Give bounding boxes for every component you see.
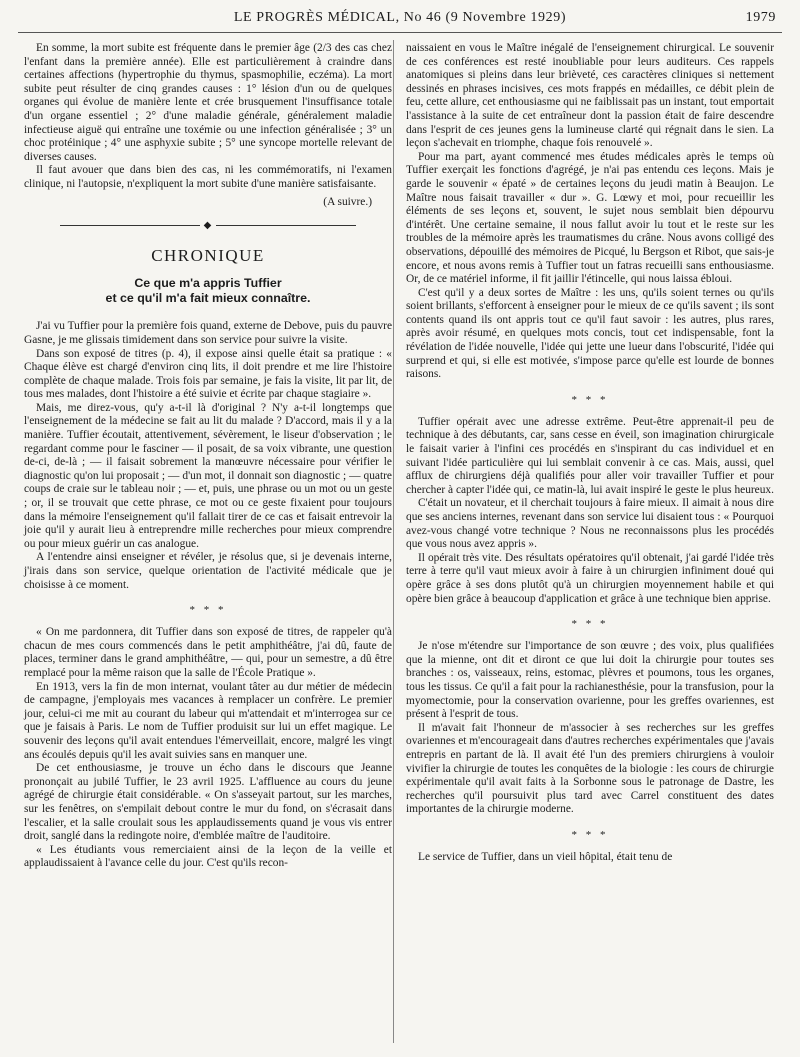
right-column [406, 42, 774, 864]
asterism: * * * [189, 604, 227, 617]
paragraph: De cet enthousiasme, je trouve un écho dans le discours que Jeanne prononçait au jubilé Tuffier, le 23 avril 1925. L'affluence au cours du jeune agrégé de chirurgie était considérable. « On s'asseyait partout, sur les marches, sur les fenêtres, on s'empilait debout contre le mur du fond, on s'écrasait dans l'escalier, et la salle croulait sous les applaudissements quand je vous vis entrer droit, sanglé dans la redingote noire, d'emblée maître de l'auditoire. [24, 762, 392, 843]
asterism: * * * [571, 393, 609, 406]
paragraph: A l'entendre ainsi enseigner et révéler, je résolus que, si je devenais interne, j'irais dans son service, quelque orientation de l'activité médicale que je choisisse à ce moment. [24, 551, 392, 591]
paragraph: C'est qu'il y a deux sortes de Maître : les uns, qu'ils soient ternes ou qu'ils soient brillants, s'efforcent à enseigner pour le mieux de ce qu'ils savent ; ils sont contents quand ils ont appris tout ce qu'il faut savoir : les autres, plus rares, après avoir résumé, en quelques mots concis, tout cet indispensable, font la révélation de l'idée nouvelle, l'idée qui jette une lueur dans l'obscurité, l'idée qui surprend et qui, si elle est motivée, s'impose parce qu'elle est lourde de bonnes raisons. [406, 286, 774, 381]
section-ornament [24, 219, 392, 233]
asterism: * * * [571, 618, 609, 631]
running-header [18, 10, 782, 28]
header-rule [18, 32, 782, 33]
paragraph: J'ai vu Tuffier pour la première fois quand, externe de Debove, puis du pauvre Gasne, je me glissais timidement dans son service pour suivre la visite. [24, 320, 392, 346]
ornament-icon: ◆ [203, 220, 213, 232]
paragraph: Dans son exposé de titres (p. 4), il expose ainsi quelle était sa pratique : « Chaque élève est chargé d'environ cinq lits, il doit prendre et me lire l'histoire complète de chaque malade. Trois fois par semaine, je fais la visite, lit par lit, de tous mes malades, dont l'histoire a été suivie et écrite par chaque stagiaire ». [24, 347, 392, 401]
paragraph: naissaient en vous le Maître inégalé de l'enseignement chirurgical. Le souvenir de ces conférences est resté inoubliable pour leurs auditeurs. Ces rappels anatomiques si pleins dans leur brièveté, ces caractères cliniques si nettement dessinés en phrases incisives, ces mots frappés en médailles, ce débit plein de feu, cette allure, cet enthousiasme qui ne faiblissait pas un instant, tout emportait l'assistance à la suite de cet entraîneur dont la passion était de faire descendre dans l'esprit de ces jeunes gens la lumineuse clarté qui régnait dans le sien. La leçon s'achevait en triomphe, chaque fois renouvelé ». [406, 42, 774, 150]
paragraph: Pour ma part, ayant commencé mes études médicales après le temps où Tuffier exerçait les fonctions d'agrégé, je n'ai pas entendu ces leçons. Mais je garde le souvenir « épaté » de certaines leçons du jeudi matin à Beaujon. Le Maître nous faisait travailler « dur ». G. Lœwy et moi, pour recueillir les éléments de ses leçons et, souvent, le sujet nous semblait bien dépourvu d'intérêt. Une certaine semaine, il nous fallut avoir lu tout et le reste sur les troubles de la mémoire après les traumatismes du crâne. Nous avons colligé des observations, dépouillé des mémoires de Picqué, lu Bergson et Ribot, que sais-je encore, et nous avons remis à Tuffier tout un fatras recueilli sans enthousiasme. Or, de ce matériel informe, il fit jaillir l'étincelle, qui nous laissa ébloui. [406, 150, 774, 286]
paragraph: Il m'avait fait l'honneur de m'associer à ses recherches sur les greffes ovariennes et m'encourageait dans d'autres recherches expérimentales que j'avais entrepris en partant de là. Il avait été l'un des premiers chirurgiens à vouloir vivifier la chirurgie de toutes les conquêtes de la biologie : les cours de chirurgie expérimentale qu'il avait faits à la Sorbonne sous le patronage de Dastre, les recherches qu'il poursuivit plus tard avec Carrel constituent des dates importantes de la chirurgie moderne. [406, 721, 774, 816]
left-column [24, 42, 392, 871]
paragraph: Tuffier opérait avec une adresse extrême. Peut-être apprenait-il peu de technique à des débutants, car, sans cesse en éveil, son imagination chirurgicale le faisait varier à l'infini ces procédés en s'inspirant du cas individuel et en suivant l'idée particulière qui lui semblait convenir à ce cas. Mais, aussi, quel afflux de chirurgiens déjà qualifiés pour aller voir travailler Tuffier et pour chercher à capter l'idée qui, ce matin-là, lui avait inspiré le geste le plus heureux. [406, 415, 774, 496]
paragraph: Il opérait très vite. Des résultats opératoires qu'il obtenait, j'ai gardé l'idée très terre à terre qu'il vaut mieux avoir à faire à un chirurgien infiniment doué qui opère grâce à ses dons plutôt qu'à un chirurgien moyennement habile et qui opère bien grâce à beaucoup d'application et grâce à une technique bien apprise. [406, 551, 774, 605]
article-title-line: et ce qu'il m'a fait mieux connaître. [105, 291, 311, 306]
paragraph: Il faut avouer que dans bien des cas, ni les commémoratifs, ni l'examen clinique, ni l'autopsie, n'expliquent la mort subite d'une manière satisfaisante. [24, 164, 392, 190]
paragraph: C'était un novateur, et il cherchait toujours à faire mieux. Il aimait à nous dire que ses anciens internes, revenant dans son service lui disaient tous : « Pourquoi avez-vous changé votre technique ? Nous ne reconnaissons plus les procédés que vous nous avez appris ». [406, 497, 774, 551]
page-number: 1979 [745, 10, 776, 25]
section-heading: CHRONIQUE [151, 245, 265, 265]
paragraph: « On me pardonnera, dit Tuffier dans son exposé de titres, de rappeler qu'à chacun de mes cours commencés dans le petit amphithéâtre, j'ai dû, faute de places, terminer dans le grand amphithéâtre, — qui, pour un semestre, a dû être remplacé pour la même raison que la salle de l'École Pratique ». [24, 626, 392, 679]
article-title [24, 276, 392, 306]
paragraph: « Les étudiants vous remerciaient ainsi de la leçon de la veille et applaudissaient à l'avance celle du jour. C'est qu'ils recon- [24, 843, 392, 870]
column-divider [393, 40, 394, 1043]
journal-title: LE PROGRÈS MÉDICAL, No 46 (9 Novembre 1929) [233, 10, 567, 25]
ornament-line [216, 225, 356, 226]
paragraph: Je n'ose m'étendre sur l'importance de son œuvre ; des voix, plus qualifiées que la mienne, ont dit et diront ce que lui doit la chirurgie pour toutes ses branches : os, vaisseaux, reins, estomac, plèvres et poumons, tous les organes, tous les tissus. Ce qu'il a fait pour la rachianesthésie, pour la transfusion, pour la myomectomie, pour la conservation ovarienne, pour les greffes ovariennes, est présent à l'esprit de tous. [406, 640, 774, 721]
to-be-continued: (A suivre.) [323, 195, 372, 208]
paragraph: En 1913, vers la fin de mon internat, voulant tâter au dur métier de médecin de campagne, j'employais mes vacances à remplacer un confrère. Le premier jour, celui-ci me mit au courant du labeur qui m'attendait et m'interrogea sur ce que je faisais à Paris. Le nom de Tuffier produisit sur lui un effet magique. Le souvenir des leçons qu'il avait entendues l'émerveillait, encore, malgré les vingt ans écoulés depuis qu'il les avait suivies sans en manquer une. [24, 680, 392, 761]
paragraph: Le service de Tuffier, dans un vieil hôpital, était tenu de [418, 850, 673, 863]
paragraph: En somme, la mort subite est fréquente dans le premier âge (2/3 des cas chez l'enfant dans la première année). Elle est particulièrement à craindre dans certaines affections (hypertrophie du thymus, spasmophilie, eczéma). La mort subite peut résulter de cinq grandes causes : 1° lésion d'un ou de quelques organes qui évolue de manière lente et crée brusquement l'insuffisance totale d'un organe essentiel ; 2° d'une maladie générale, généralement maladie infectieuse aiguë qui entraîne une toxémie ou une infection généralisée ; 3° un choc protéinique ; 4° une asphyxie subite ; 5° une syncope mortelle relevant de diverses causes. [24, 42, 392, 163]
article-title-line: Ce que m'a appris Tuffier [134, 276, 282, 291]
paragraph: Mais, me direz-vous, qu'y a-t-il là d'original ? N'y a-t-il longtemps que l'enseignement de la médecine se fait au lit du malade ? D'accord, mais il y a la manière. Tuffier écoutait, attentivement, sévèrement, le liseur d'observation ; le regardant comme pour le fasciner — il posait, de sa voix vibrante, une question de-ci, de-là ; — il faisait sobrement la manœuvre nécessaire pour vérifier le diagnostic qu'on lui proposait ; — d'un mot, il donnait son diagnostic ; — quatre coups de craie sur le tableau noir ; — et, puis, une phrase ou un mot ou un geste ; or, il se trouvait que cette phrase, ce mot ou ce geste fixaient pour toujours dans la mémoire l'enseignement qu'il fallait tirer de ce cas et faisait entrevoir la joie qu'il y aurait lieu à entreprendre mille recherches pour mieux comprendre ou pour mieux guérir un cas analogue. [24, 401, 392, 550]
asterism: * * * [571, 828, 609, 841]
ornament-line [60, 225, 200, 226]
